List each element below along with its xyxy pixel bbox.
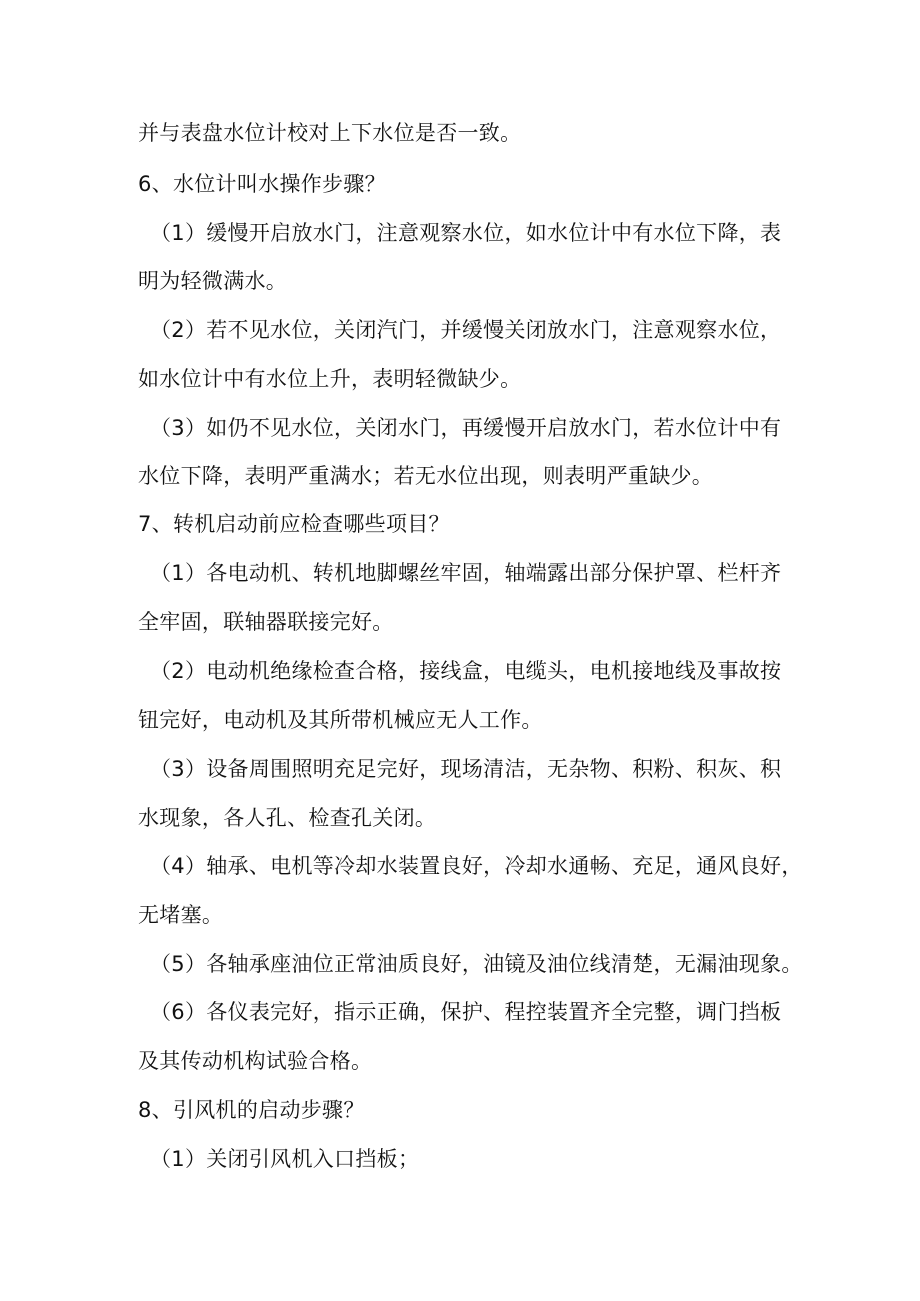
- text-line: （6）各仪表完好，指示正确，保护、程控装置齐全完整，调门挡板: [150, 1000, 782, 1024]
- text-line: 明为轻微满水。: [138, 269, 288, 293]
- text-line: （3）如仍不见水位，关闭水门，再缓慢开启放水门，若水位计中有: [150, 416, 782, 440]
- text-line: （3）设备周围照明充足完好，现场清洁，无杂物、积粉、积灰、积: [150, 757, 782, 781]
- text-line: （2）电动机绝缘检查合格，接线盒，电缆头，电机接地线及事故按: [150, 659, 782, 683]
- text-line: 及其传动机构试验合格。: [138, 1049, 373, 1073]
- section-heading: 6、水位计叫水操作步骤？: [138, 172, 386, 196]
- text-line: （5）各轴承座油位正常油质良好，油镜及油位线清楚，无漏油现象。: [150, 952, 803, 976]
- section-heading: 8、引风机的启动步骤？: [138, 1098, 365, 1122]
- text-line: 水位下降，表明严重满水；若无水位出现，则表明严重缺少。: [138, 464, 714, 488]
- text-line: （4）轴承、电机等冷却水装置良好，冷却水通畅、充足，通风良好，: [150, 854, 803, 878]
- text-line: （1）各电动机、转机地脚螺丝牢固，轴端露出部分保护罩、栏杆齐: [150, 561, 782, 585]
- section-heading: 7、转机启动前应检查哪些项目？: [138, 512, 450, 536]
- text-line: 全牢固，联轴器联接完好。: [138, 610, 394, 634]
- text-line: （1）缓慢开启放水门，注意观察水位，如水位计中有水位下降，表: [150, 221, 782, 245]
- text-line: 水现象，各人孔、检查孔关闭。: [138, 806, 437, 830]
- text-line: 并与表盘水位计校对上下水位是否一致。: [138, 121, 522, 145]
- text-line: （1）关闭引风机入口挡板；: [150, 1147, 420, 1171]
- text-line: 无堵塞。: [138, 903, 224, 927]
- text-line: （2）若不见水位，关闭汽门，并缓慢关闭放水门，注意观察水位，: [150, 318, 782, 342]
- text-line: 如水位计中有水位上升，表明轻微缺少。: [138, 367, 522, 391]
- text-line: 钮完好，电动机及其所带机械应无人工作。: [138, 708, 543, 732]
